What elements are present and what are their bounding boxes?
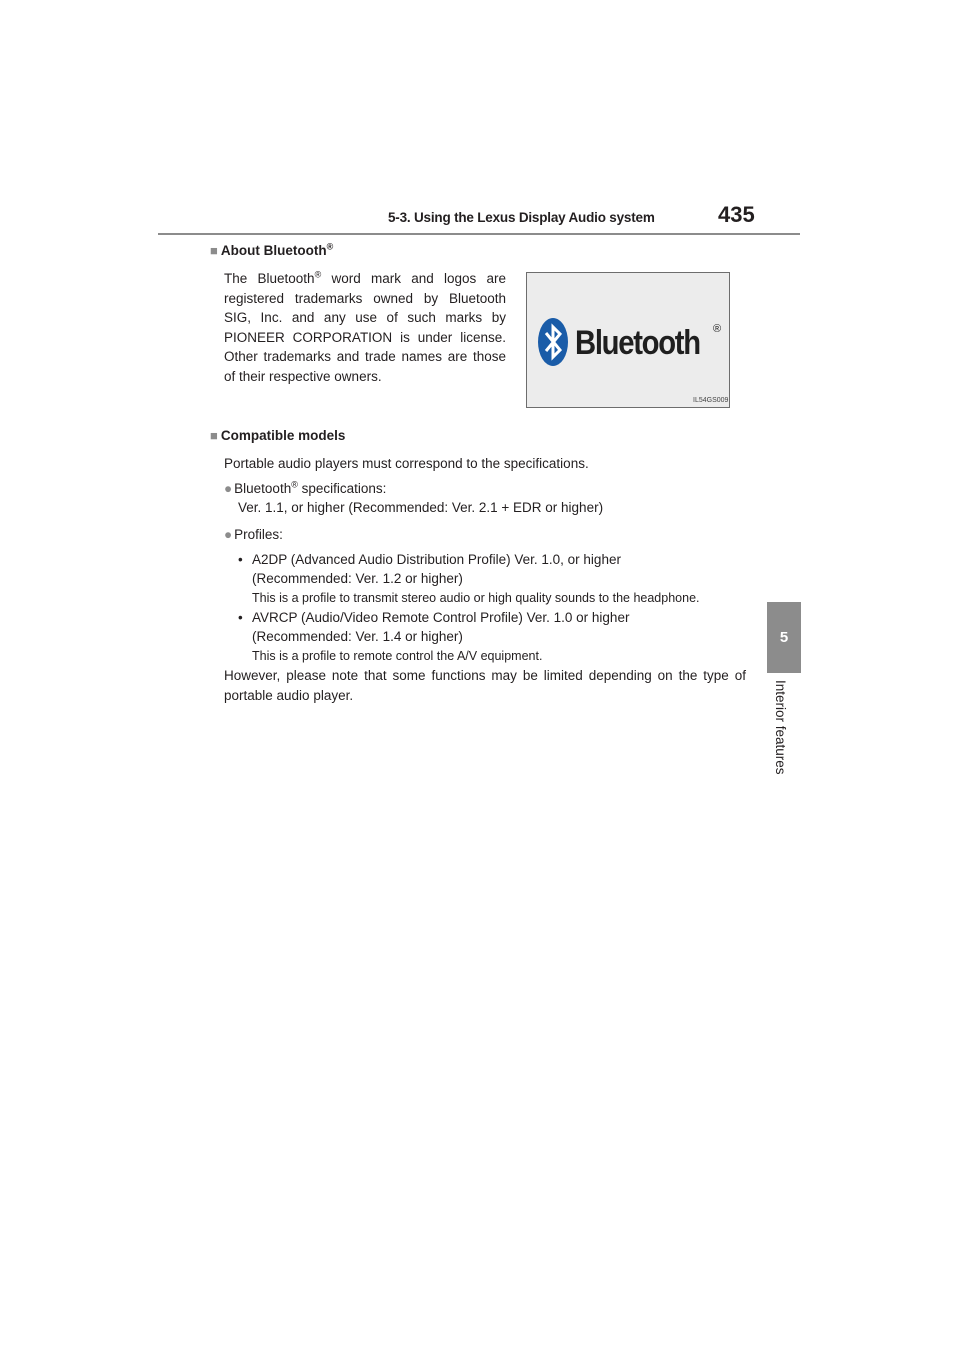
circle-bullet-icon: ● [224, 527, 233, 542]
spec-item: ● Bluetooth® specifications: [224, 479, 387, 496]
profile-avrcp-recommended: (Recommended: Ver. 1.4 or higher) [252, 629, 463, 644]
square-bullet-icon: ■ [210, 243, 218, 258]
registered-mark: ® [713, 323, 722, 335]
compatible-intro: Portable audio players must correspond to the specifications. [224, 456, 589, 471]
bluetooth-icon [537, 317, 569, 367]
spec-value: Ver. 1.1, or higher (Recommended: Ver. 2.1 + EDR or higher) [238, 500, 604, 515]
chapter-label: Interior features [773, 680, 788, 775]
bluetooth-wordmark: Bluetooth [575, 324, 700, 362]
section-title: 5-3. Using the Lexus Display Audio system [388, 210, 655, 225]
chapter-tab: 5 [767, 602, 801, 673]
profile-avrcp-description: This is a profile to remote control the A/V equipment. [252, 649, 543, 663]
profile-avrcp: • AVRCP (Audio/Video Remote Control Profile) Ver. 1.0 or higher [238, 610, 630, 625]
square-bullet-icon: ■ [210, 428, 218, 443]
page-number: 435 [718, 202, 755, 227]
profile-a2dp-description: This is a profile to transmit stereo audio or high quality sounds to the headphone. [252, 591, 700, 605]
bluetooth-logo-figure [526, 272, 730, 408]
circle-bullet-icon: ● [224, 481, 233, 496]
about-bluetooth-text: The Bluetooth® word mark and logos are registered trademarks owned by Bluetooth SIG, Inc. and any use of such marks by PIONEER CORPORATION is under license. Other trademarks and trade names are those of their respective owners. [224, 269, 507, 384]
dot-bullet-icon: • [238, 610, 243, 625]
about-bluetooth-heading: ■ About Bluetooth® [210, 241, 334, 258]
figure-id: IL54GS009 [693, 397, 729, 404]
limitation-note: However, please note that some functions may be limited depending on the type of portable audio player. [224, 668, 746, 703]
header-rule [158, 233, 800, 235]
compatible-models-heading: ■ Compatible models [210, 428, 346, 443]
profile-a2dp: • A2DP (Advanced Audio Distribution Profile) Ver. 1.0, or higher [238, 552, 621, 567]
dot-bullet-icon: • [238, 552, 243, 567]
profiles-item: ● Profiles: [224, 527, 283, 542]
profile-a2dp-recommended: (Recommended: Ver. 1.2 or higher) [252, 571, 463, 586]
